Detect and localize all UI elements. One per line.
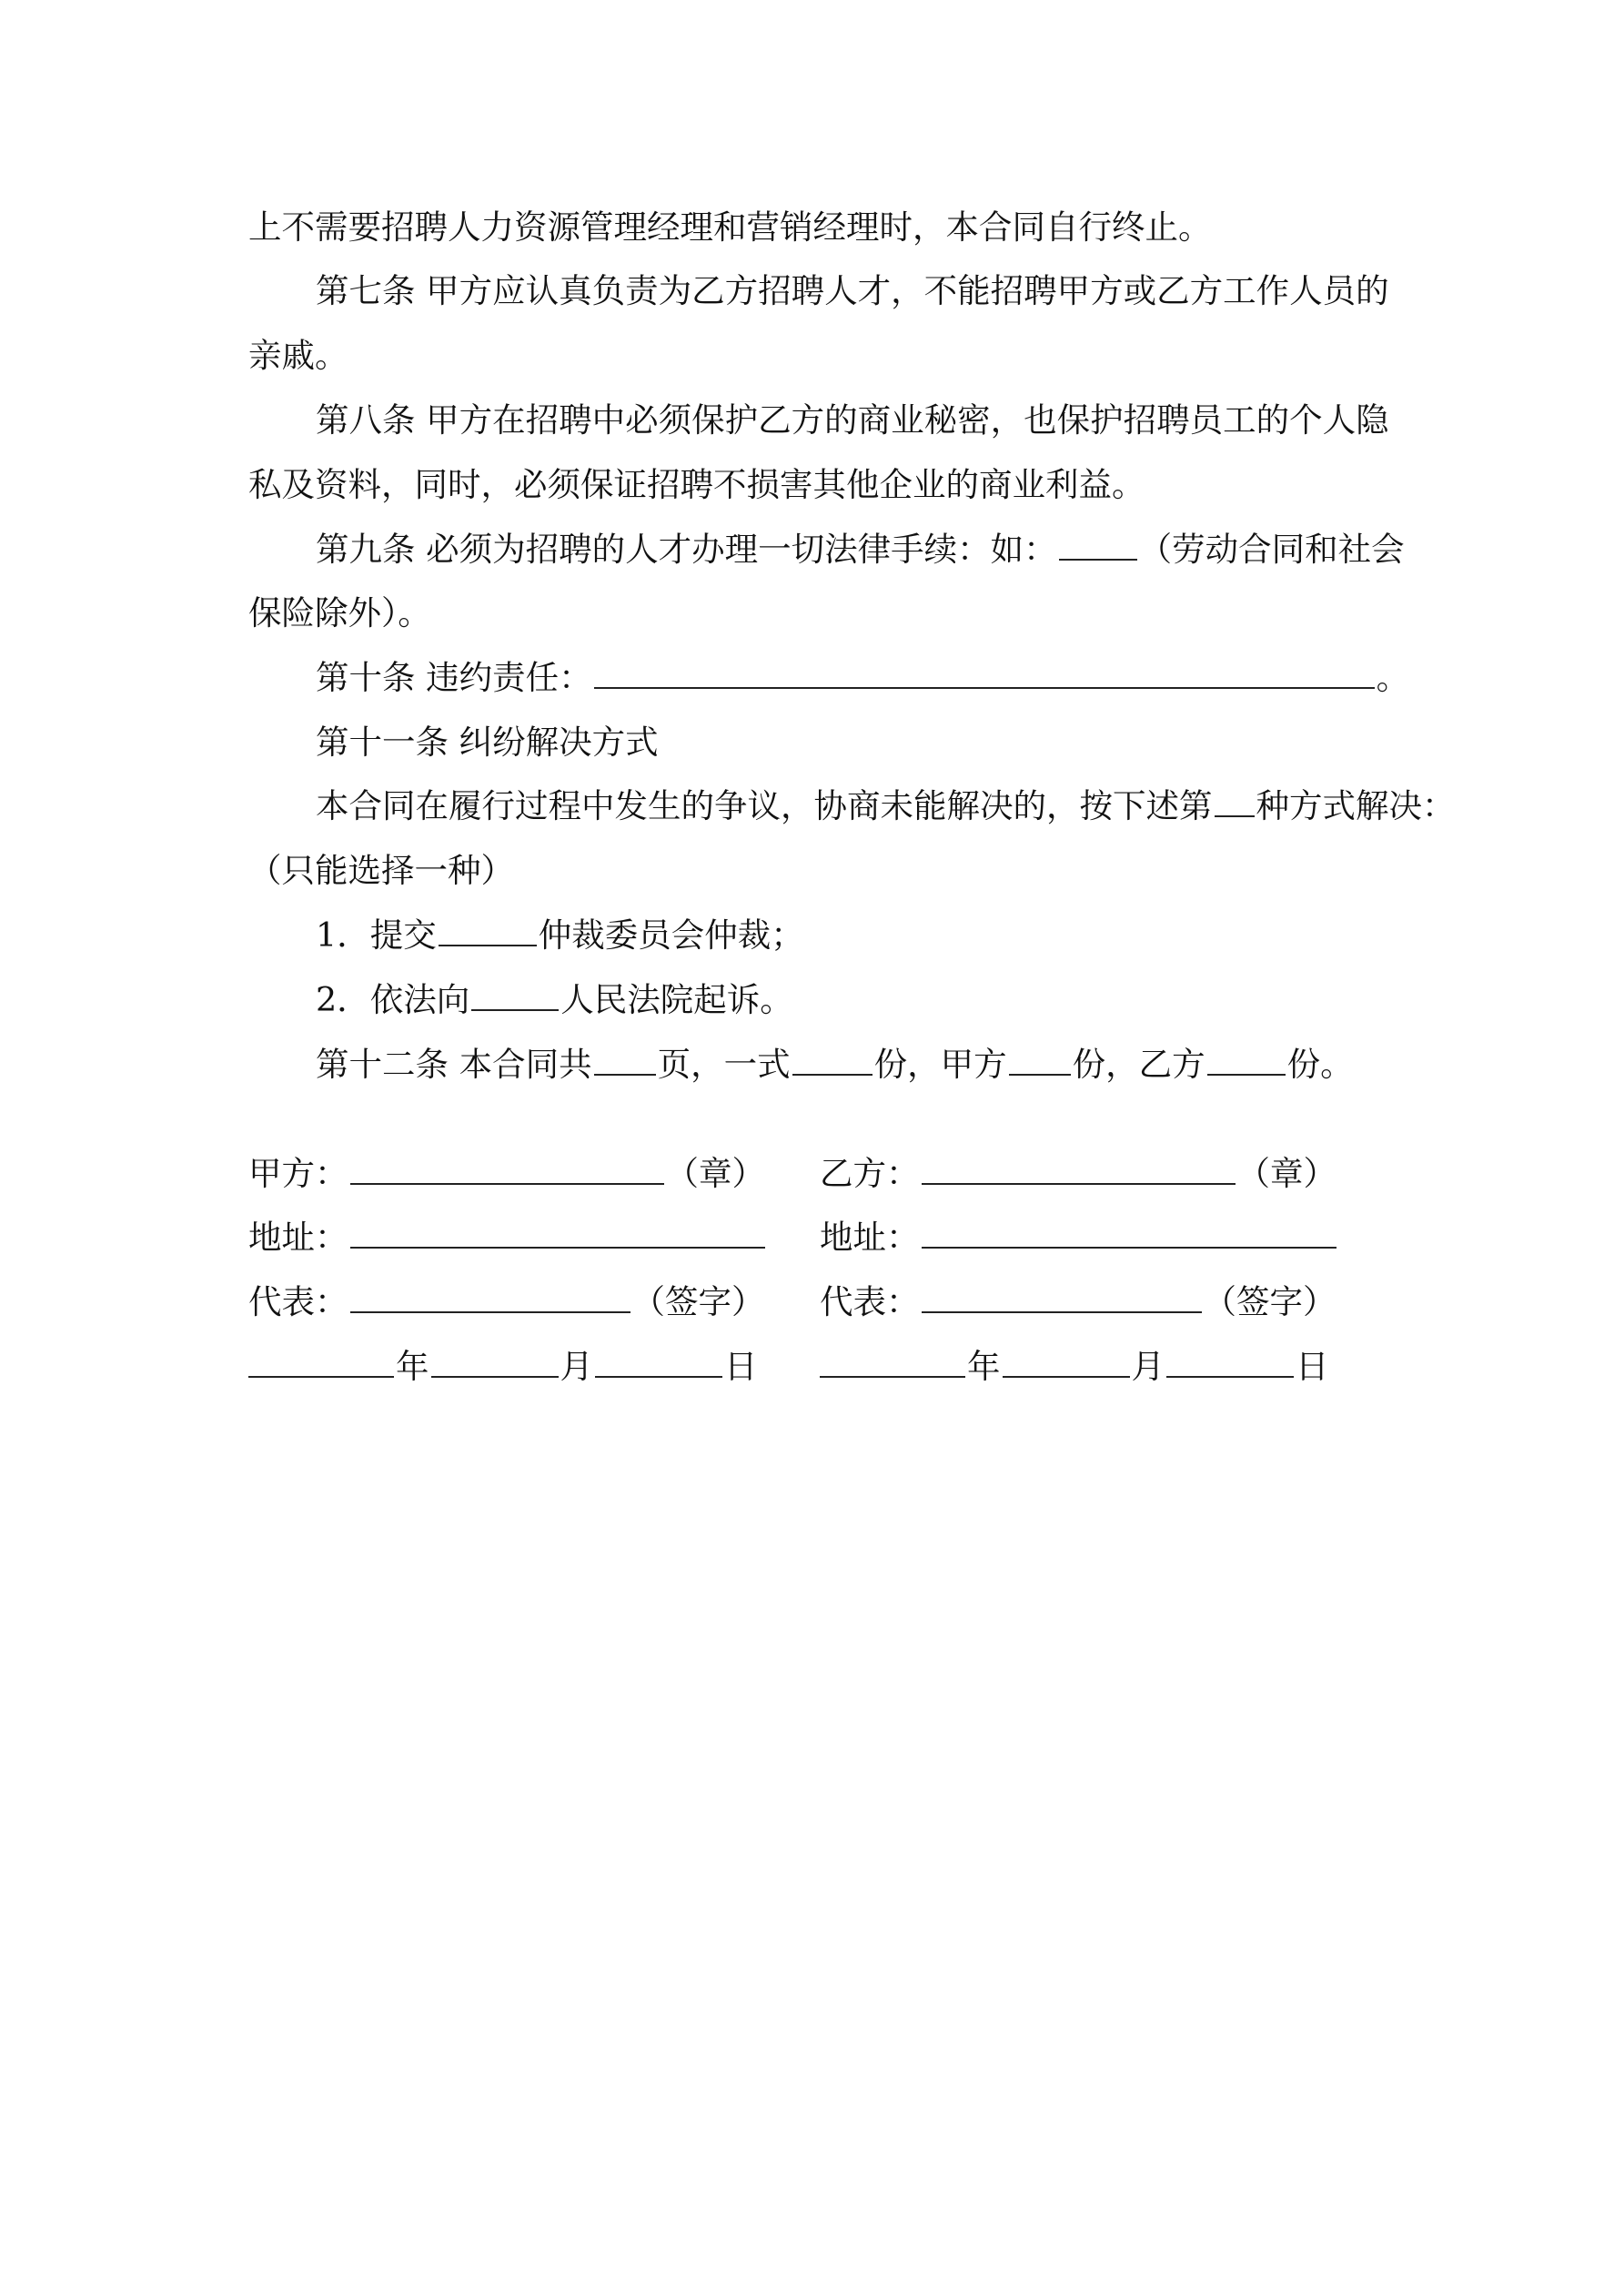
pages-blank[interactable]: [594, 1045, 656, 1076]
article-9-cont: 保险除外）。: [248, 593, 431, 632]
method-number-blank[interactable]: [1215, 786, 1255, 817]
party-b-rep-row: [820, 1282, 1337, 1322]
court-blank[interactable]: [471, 980, 559, 1011]
text: 本合同在履行过程中发生的争议，协商未能解决的，按下述第: [316, 786, 1213, 825]
sign-label: （签字）: [1203, 1282, 1337, 1321]
article-12: [316, 1045, 1354, 1085]
party-b-address-row: [820, 1218, 1338, 1258]
blank-field[interactable]: [1059, 530, 1137, 561]
text: 1．提交: [316, 915, 437, 955]
sign-label: （签字）: [631, 1282, 765, 1321]
text: 第十条 违约责任：: [316, 658, 592, 697]
label: 月: [1131, 1347, 1165, 1386]
day-blank[interactable]: [1166, 1347, 1294, 1378]
party-b-address-blank[interactable]: [922, 1218, 1337, 1249]
label: 代表：: [820, 1282, 920, 1321]
party-b-blank[interactable]: [922, 1154, 1236, 1185]
year-blank[interactable]: [248, 1347, 394, 1378]
month-blank[interactable]: [431, 1347, 559, 1378]
label: 甲方：: [248, 1154, 348, 1193]
para-line: 上不需要招聘人力资源管理经理和营销经理时，本合同自行终止。: [248, 207, 1212, 247]
month-blank[interactable]: [1003, 1347, 1130, 1378]
text: 仲裁委员会仲裁；: [538, 915, 804, 955]
copies-blank[interactable]: [792, 1045, 873, 1076]
text: 第九条 必须为招聘的人才办理一切法律手续：如：: [316, 530, 1057, 569]
party-a-address-blank[interactable]: [350, 1218, 765, 1249]
arbitration-blank[interactable]: [439, 915, 537, 946]
label: 乙方：: [820, 1154, 920, 1193]
seal-label: （章）: [1236, 1154, 1337, 1193]
text: （劳动合同和社会: [1138, 530, 1405, 569]
party-a-date-row: [248, 1347, 758, 1387]
label: 代表：: [248, 1282, 348, 1321]
article-9: [316, 530, 1405, 570]
article-8: 第八条 甲方在招聘中必须保护乙方的商业秘密，也保护招聘员工的个人隐: [316, 400, 1389, 440]
year-blank[interactable]: [820, 1347, 965, 1378]
party-a-blank[interactable]: [350, 1154, 664, 1185]
party-a-copies-blank[interactable]: [1009, 1045, 1071, 1076]
label: 地址：: [820, 1218, 920, 1257]
text: 份。: [1286, 1045, 1354, 1084]
party-a-rep-row: [248, 1282, 765, 1322]
text: 页，一式: [657, 1045, 791, 1084]
label: 年: [396, 1347, 429, 1386]
article-10: [316, 658, 1409, 698]
party-b-rep-blank[interactable]: [922, 1282, 1202, 1313]
party-b-copies-blank[interactable]: [1207, 1045, 1286, 1076]
article-11-text: [316, 786, 1456, 826]
party-a-address-row: [248, 1218, 767, 1258]
text: 第十二条 本合同共: [316, 1045, 592, 1084]
label: 地址：: [248, 1218, 348, 1257]
party-b-date-row: [820, 1347, 1329, 1387]
article-11: 第十一条 纠纷解决方式: [316, 723, 659, 762]
article-7: 第七条 甲方应认真负责为乙方招聘人才，不能招聘甲方或乙方工作人员的: [316, 271, 1389, 310]
label: 年: [967, 1347, 1001, 1386]
text: 人民法院起诉。: [560, 980, 793, 1019]
option-1: [316, 915, 804, 956]
text: 2．依法向: [316, 980, 470, 1019]
party-b-row: [820, 1154, 1337, 1194]
article-8-cont: 私及资料，同时，必须保证招聘不损害其他企业的商业利益。: [248, 465, 1145, 504]
text: 种方式解决：: [1256, 786, 1456, 825]
breach-liability-blank[interactable]: [594, 658, 1375, 689]
text: 份，乙方: [1072, 1045, 1205, 1084]
day-blank[interactable]: [595, 1347, 722, 1378]
label: 日: [724, 1347, 758, 1386]
text: 份，甲方: [873, 1045, 1007, 1084]
option-2: [316, 980, 793, 1020]
article-11-note: （只能选择一种）: [248, 851, 514, 890]
article-7-cont: 亲戚。: [248, 336, 348, 375]
label: 日: [1296, 1347, 1329, 1386]
label: 月: [560, 1347, 593, 1386]
seal-label: （章）: [665, 1154, 765, 1193]
text: 。: [1376, 658, 1410, 697]
party-a-rep-blank[interactable]: [350, 1282, 630, 1313]
party-a-row: [248, 1154, 765, 1194]
